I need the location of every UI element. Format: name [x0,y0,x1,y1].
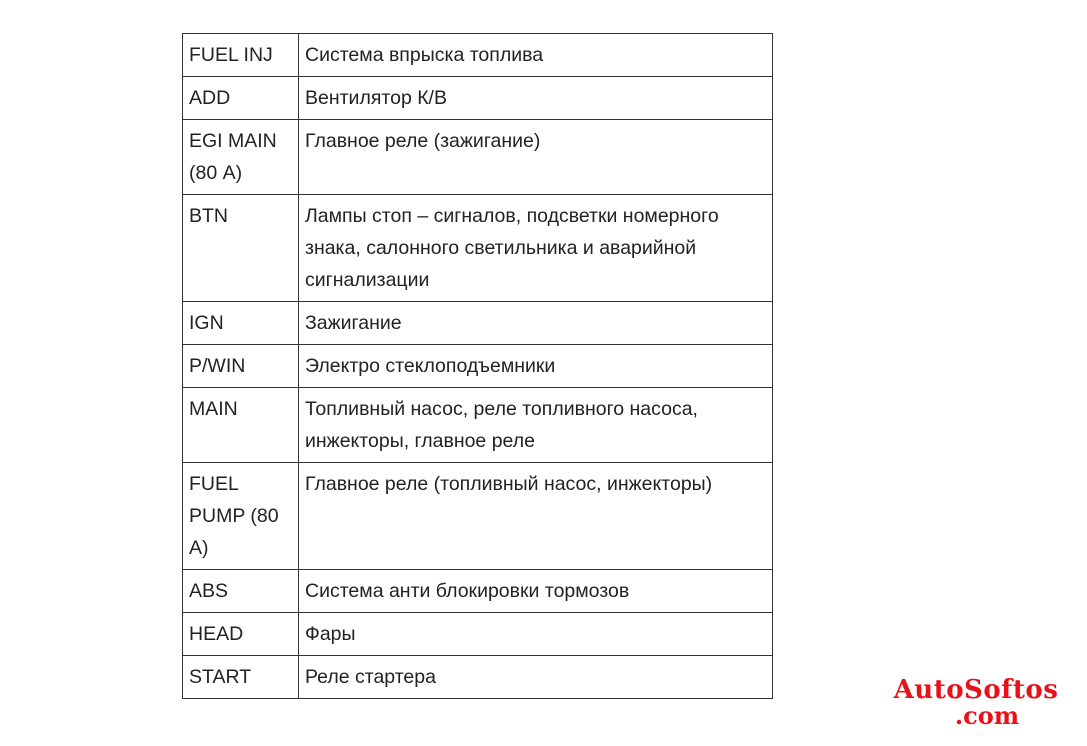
fuse-description-cell: Реле стартера [299,656,773,699]
watermark-domain-text: .com [954,701,1020,730]
fuse-description-cell: Вентилятор К/В [299,77,773,120]
fuse-code-cell: IGN [183,302,299,345]
fuse-code-cell: HEAD [183,613,299,656]
table-row [183,77,773,120]
fuse-code-cell: MAIN [183,388,299,463]
fuse-description-cell: Лампы стоп – сигналов, подсветки номерного знака, салонного светильника и аварийной сигнализации [299,195,773,302]
fuse-code-cell: BTN [183,195,299,302]
fuse-description-cell: Зажигание [299,302,773,345]
fuse-description-cell: Фары [299,613,773,656]
fuse-table-body [183,34,773,699]
table-row [183,34,773,77]
table-row [183,195,773,302]
watermark-brand-text: AutoSoftos [893,675,1059,705]
fuse-code-cell: ABS [183,570,299,613]
table-row [183,463,773,570]
table-row [183,570,773,613]
fuse-code-cell: P/WIN [183,345,299,388]
fuse-code-cell: EGI MAIN (80 А) [183,120,299,195]
table-row [183,302,773,345]
table-row [183,656,773,699]
fuse-code-cell: ADD [183,77,299,120]
table-row [183,120,773,195]
fuse-code-cell: FUEL PUMP (80 А) [183,463,299,570]
table-row [183,345,773,388]
fuse-table [182,33,773,699]
fuse-description-cell: Главное реле (топливный насос, инжекторы) [299,463,773,570]
fuse-description-cell: Главное реле (зажигание) [299,120,773,195]
table-row [183,388,773,463]
fuse-code-cell: FUEL INJ [183,34,299,77]
table-row [183,613,773,656]
fuse-description-cell: Топливный насос, реле топливного насоса, инжекторы, главное реле [299,388,773,463]
fuse-description-cell: Система анти блокировки тормозов [299,570,773,613]
fuse-description-cell: Электро стеклоподъемники [299,345,773,388]
fuse-description-cell: Система впрыска топлива [299,34,773,77]
autosoftos-watermark [880,677,1072,729]
fuse-code-cell: START [183,656,299,699]
